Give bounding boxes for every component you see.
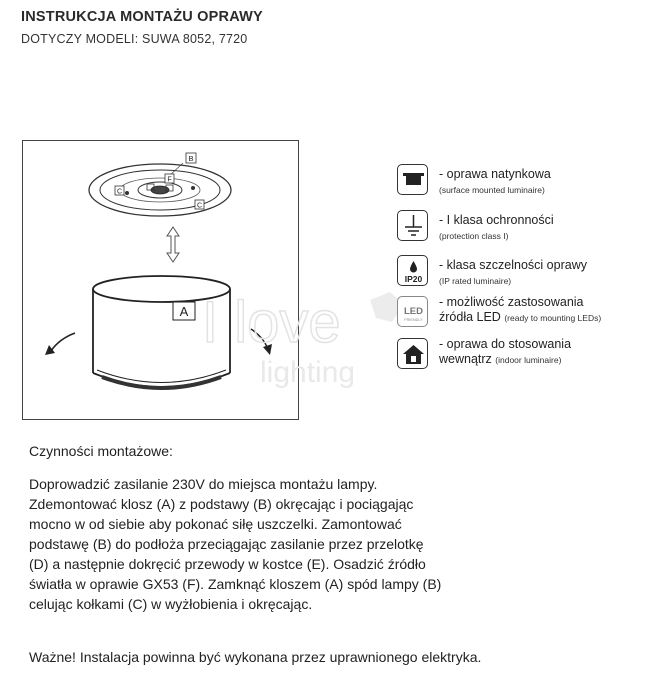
feature-label: - klasa szczelności oprawy (439, 258, 587, 272)
document-title: INSTRUKCJA MONTAŻU OPRAWY (21, 9, 263, 25)
instructions-heading: Czynności montażowe: (29, 443, 173, 459)
led-friendly-icon (397, 296, 428, 327)
feature-protection-class (397, 210, 647, 244)
feature-indoor (397, 338, 647, 372)
instructions-body (29, 474, 499, 614)
instruction-line: światła w oprawie GX53 (F). Zamknąć kloszem (A) spód lampy (B) (29, 576, 442, 592)
rotate-left-arrow-icon (45, 333, 75, 355)
lamp-shade-a (93, 276, 230, 388)
surface-mount-icon (397, 164, 428, 195)
feature-label-2: źródła LED (439, 310, 501, 324)
feature-label-2: wewnątrz (439, 352, 492, 366)
instruction-line: mocno w od siebie aby pokonać siłę uszczelki. Zamontować (29, 516, 402, 532)
rotate-right-arrow-icon (251, 329, 272, 355)
watermark-line2: lighting (260, 356, 356, 389)
feature-sublabel: (ready to mounting LEDs) (504, 313, 602, 323)
double-arrow-icon (167, 227, 179, 262)
feature-surface-mounted (397, 164, 647, 198)
ground-icon (397, 210, 428, 241)
feature-sublabel: (surface mounted luminaire) (439, 185, 545, 195)
label-a: A (179, 304, 189, 319)
feature-label: - oprawa do stosowania (439, 337, 572, 351)
led-badge-text: LED (404, 306, 423, 317)
feature-led-ready (397, 296, 647, 330)
feature-sublabel: (protection class I) (439, 231, 509, 241)
feature-label: - możliwość zastosowania (439, 295, 584, 309)
instruction-line: Doprowadzić zasilanie 230V do miejsca montażu lampy. (29, 476, 378, 492)
document-subtitle: DOTYCZY MODELI: SUWA 8052, 7720 (21, 32, 248, 46)
led-badge-subtext: FRIENDLY (404, 318, 423, 322)
instruction-line: celując kołkami (C) w wyżłobienia i okręcając. (29, 596, 313, 612)
feature-sublabel: (indoor luminaire) (495, 355, 562, 365)
instruction-line: (D) a następnie dokręcić przewody w kostce (E). Osadzić źródło (29, 556, 426, 572)
instruction-line: Zdemontować klosz (A) z podstawy (B) okręcając i pociągając (29, 496, 414, 512)
instruction-line: podstawę (B) do podłoża przeciągając zasilanie przez przelotkę (29, 536, 424, 552)
label-c-left: C (116, 188, 123, 196)
label-b: B (188, 154, 194, 163)
mounting-drawing-svg (23, 141, 300, 421)
label-f: F (167, 176, 172, 184)
feature-ip-rating (397, 255, 647, 289)
base-plate-b (89, 163, 231, 216)
important-note: Ważne! Instalacja powinna być wykonana przez uprawnionego elektryka. (29, 649, 482, 665)
mounting-drawing (22, 140, 299, 420)
indoor-icon (397, 338, 428, 369)
feature-label: - I klasa ochronności (439, 213, 554, 227)
label-c-right: C (196, 202, 203, 210)
feature-label: - oprawa natynkowa (439, 167, 551, 181)
ip20-badge-text: IP20 (404, 274, 423, 284)
feature-sublabel: (IP rated luminaire) (439, 276, 512, 286)
ip20-icon (397, 255, 428, 286)
watermark-line1: I love (202, 290, 341, 355)
